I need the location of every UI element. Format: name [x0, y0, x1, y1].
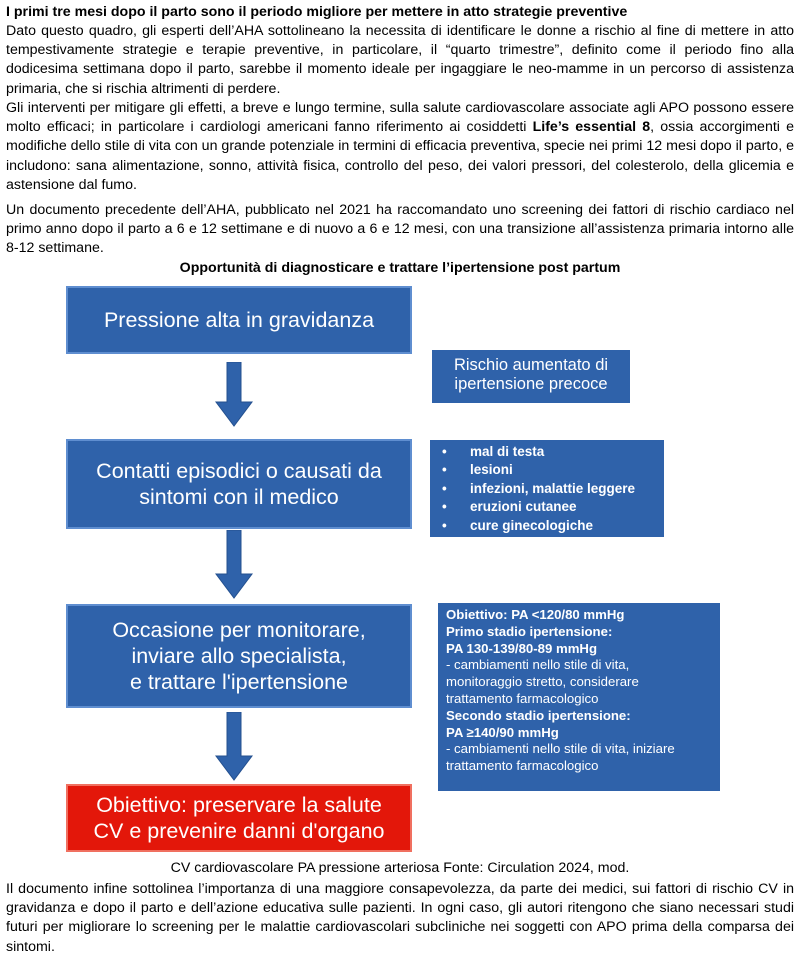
stage2-advice-line-1: - cambiamenti nello stile di vita, iniziare [446, 741, 675, 757]
box-obiettivo-line-2: CV e prevenire danni d'organo [93, 819, 385, 843]
section-heading: I primi tre mesi dopo il parto sono il periodo migliore per mettere in atto strategie preventive [6, 4, 628, 20]
goal-pa-target: Obiettivo: PA <120/80 mmHg [446, 607, 625, 622]
paragraph-quarto-trimestre: Dato questo quadro, gli esperti dell’AHA sottolineano la necessita di identificare le donne a rischio al fine di mettere in atto tempestivamente strategie e terapie preventive, in particolare, il “quarto trimestre”, definito come il periodo fino alla dodicesima settimana dopo il parto, sarebbe il momento ideale per ingaggiare le neo-mamme in un percorso di assistenza primaria, che si rischia altrimenti di perdere. [6, 23, 794, 97]
box-occasione-line-3: e trattare l'ipertensione [129, 670, 349, 694]
symptom-item: • eruzioni cutanee [430, 498, 664, 516]
box-contatti-line-2: sintomi con il medico [139, 485, 339, 509]
figure-caption: CV cardiovascolare PA pressione arteriosa Fonte: Circulation 2024, mod. [170, 860, 630, 876]
figure-title: Opportunità di diagnosticare e trattare l’ipertensione post partum [179, 260, 621, 276]
box-occasione-line-1: Occasione per monitorare, [112, 618, 366, 642]
stage2-advice-line-2: trattamento farmacologico [446, 758, 599, 774]
stage1-advice-line-3: trattamento farmacologico [446, 690, 599, 706]
down-arrow-icon [214, 362, 254, 428]
stage1-range: PA 130-139/80-89 mmHg [446, 640, 597, 656]
symptoms-list [430, 440, 664, 535]
stage1-advice-line-1: - cambiamenti nello stile di vita, [446, 657, 630, 673]
down-arrow-icon [214, 530, 254, 600]
stage2-heading: Secondo stadio ipertensione: [446, 707, 631, 723]
paragraph-lifes-essential-8 [6, 99, 794, 195]
box-pressione-alta-text: Pressione alta in gravidanza [103, 308, 375, 332]
box-obiettivo-line-1: Obiettivo: preservare la salute [96, 793, 382, 817]
box-contatti-episodici [66, 439, 412, 529]
stage1-heading: Primo stadio ipertensione: [446, 623, 613, 639]
box-occasione-line-2: inviare allo specialista, [131, 644, 347, 668]
paragraph-aha-2021: Un documento precedente dell’AHA, pubblicato nel 2021 ha raccomandato uno screening dei fattori di rischio cardiaco nel primo anno dopo il parto a 6 e 12 settimane e di nuovo a 6 e 12 mesi, con una transizione all’assistenza primaria intorno alle 8-12 settimane. [6, 202, 794, 257]
stage1-advice-line-2: monitoraggio stretto, considerare [446, 674, 639, 690]
symptom-item: • lesioni [430, 461, 664, 479]
side-box-obiettivi-pa [438, 603, 720, 791]
symptom-item: • infezioni, malattie leggere [430, 480, 664, 498]
para2-text-after: , ossia accorgimenti e modifiche dello stile di vita con un grande potenziale in termini di efficacia preventiva, specie nei primi 12 mesi dopo il parto, e includono: sana alimentazione, sonno, attività fisica, controllo del peso, dei valori pressori, del colesterolo, della glicemia e astensione dal fumo. [6, 119, 794, 193]
symptom-item: • mal di testa [430, 443, 664, 461]
paragraph-conclusione: Il documento infine sottolinea l’importanza di una maggiore consapevolezza, da parte dei medici, sui fattori di rischio CV in gravidanza e dopo il parto e dell’azione educativa sulle pazienti. In ogni caso, gli autori ritengono che siano necessari studi futuri per migliorare lo screening per le malattie cardiovascolari subcliniche nei soggetti con APO prima della comparsa dei sintomi. [6, 881, 794, 955]
symptom-item: • cure ginecologiche [430, 517, 664, 535]
box-pressione-alta [66, 286, 412, 354]
side-rischio-line-2: ipertensione precoce [454, 375, 608, 393]
down-arrow-icon [214, 712, 254, 782]
stage2-range: PA ≥140/90 mmHg [446, 724, 559, 740]
side-rischio-line-1: Rischio aumentato di [453, 356, 609, 374]
box-occasione-monitorare [66, 604, 412, 708]
side-box-sintomi [430, 440, 664, 537]
lifes-essential-8-term: Life’s essential 8 [532, 119, 651, 136]
box-obiettivo-preservare [66, 784, 412, 852]
box-contatti-line-1: Contatti episodici o causati da [96, 459, 382, 483]
side-box-rischio-aumentato [432, 350, 630, 403]
para2-text-before: Gli interventi per mitigare gli effetti, a breve e lungo termine, sulla salute cardiovascolare associate agli APO possono essere molto efficaci; in particolare i cardiologi americani fanno riferimento ai cosiddetti [6, 100, 794, 136]
